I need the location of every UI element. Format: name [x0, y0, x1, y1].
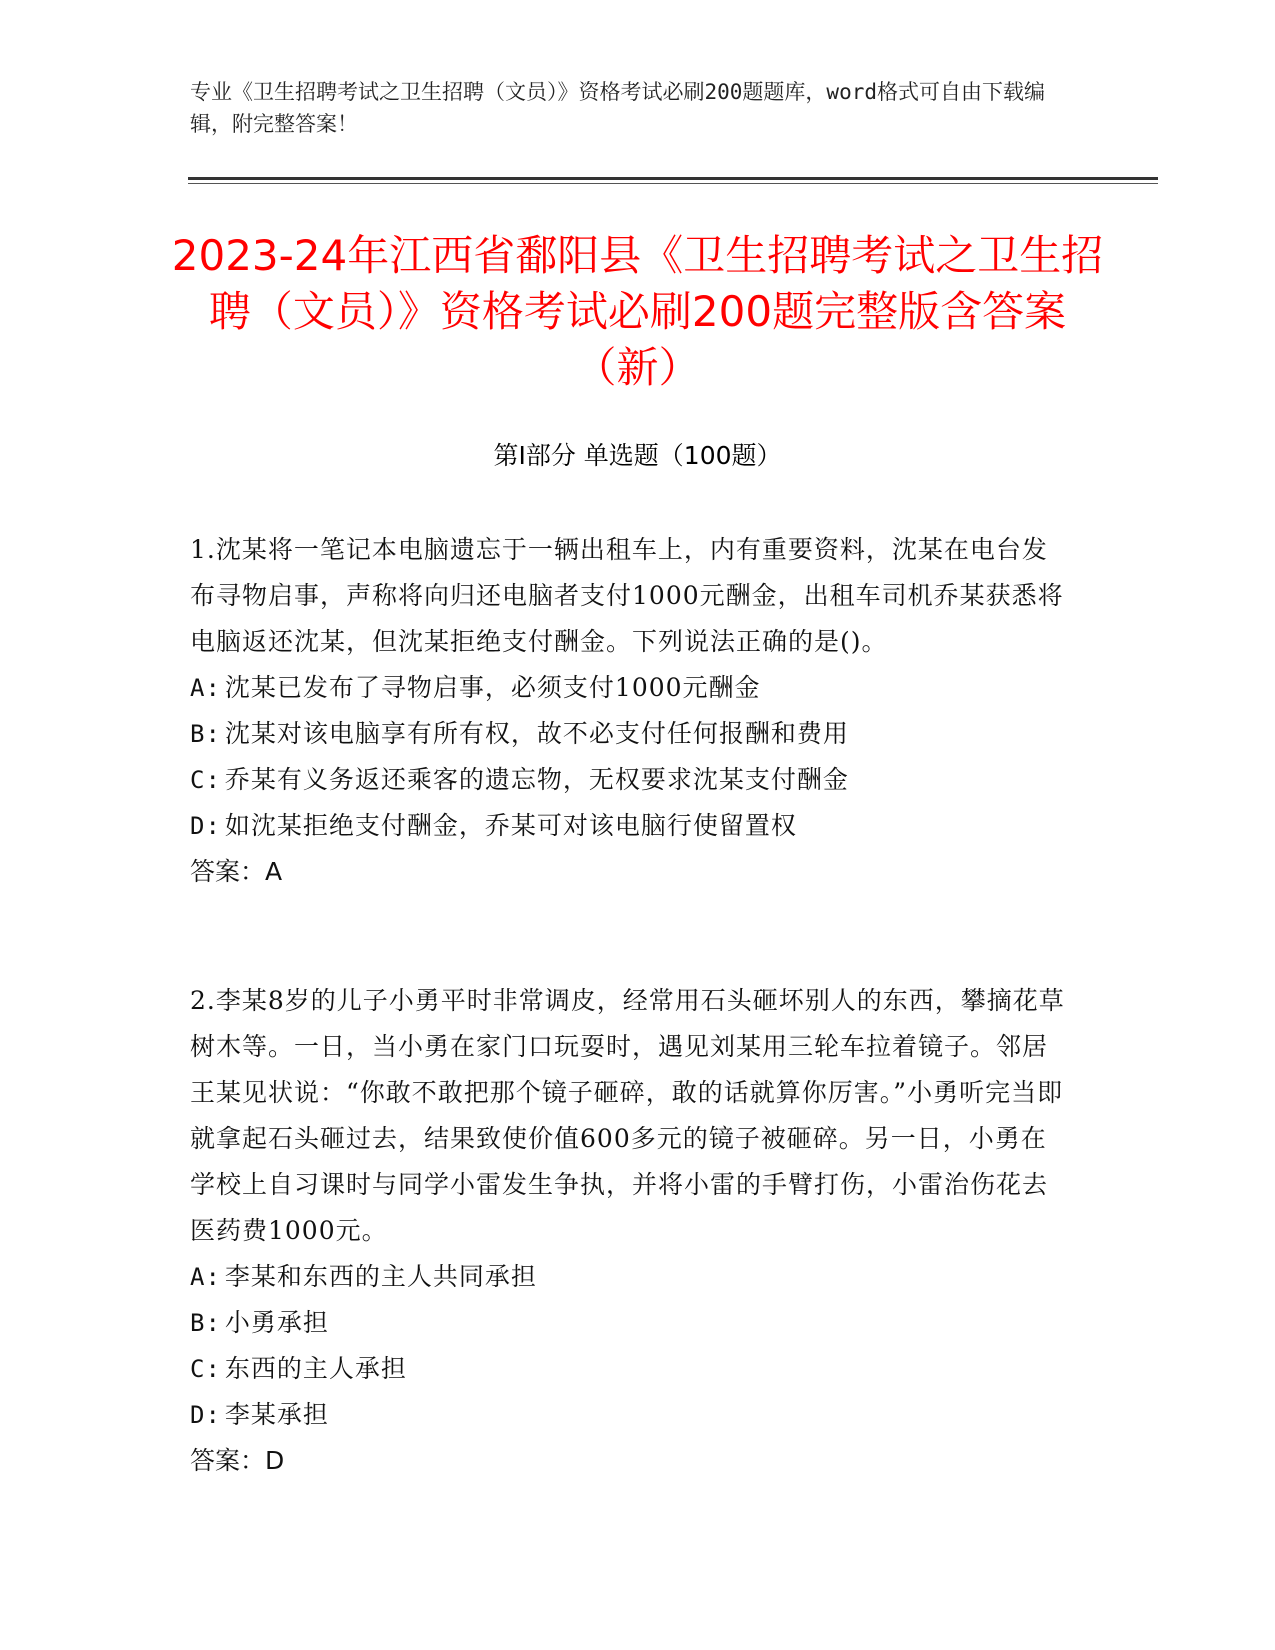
- option-text: 沈某对该电脑享有所有权，故不必支付任何报酬和费用: [224, 719, 849, 748]
- option-a: [190, 1254, 1070, 1300]
- question-stem: 2.李某8岁的儿子小勇平时非常调皮，经常用石头砸坏别人的东西，攀摘花草树木等。一日，当小勇在家门口玩耍时，遇见刘某用三轮车拉着镜子。邻居王某见状说：“你敢不敢把那个镜子砸碎，敢的话就算你厉害。”小勇听完当即就拿起石头砸过去，结果致使价值600多元的镜子被砸碎。另一日，小勇在学校上自习课时与同学小雷发生争执，并将小雷的手臂打伤，小雷治伤花去医药费1000元。: [190, 986, 1065, 1245]
- answer-line: 答案：A: [190, 857, 283, 886]
- question-stem: 1.沈某将一笔记本电脑遗忘于一辆出租车上，内有重要资料，沈某在电台发布寻物启事，声称将向归还电脑者支付1000元酬金，出租车司机乔某获悉将电脑返还沈某，但沈某拒绝支付酬金。下列说法正确的是()。: [190, 535, 1064, 656]
- option-key: C:: [190, 1355, 221, 1383]
- option-text: 小勇承担: [224, 1308, 329, 1337]
- option-b: [190, 711, 1070, 757]
- question-2: [190, 978, 1070, 1484]
- option-key: A:: [190, 674, 221, 702]
- option-key: A:: [190, 1263, 221, 1291]
- header-divider-thick: [188, 177, 1158, 180]
- option-c: [190, 1346, 1070, 1392]
- header-note: 专业《卫生招聘考试之卫生招聘（文员）》资格考试必刷200题题库，word格式可自由下载编辑，附完整答案！: [190, 80, 1045, 136]
- option-text: 乔某有义务返还乘客的遗忘物，无权要求沈某支付酬金: [224, 765, 849, 794]
- section-title: 第Ⅰ部分 单选题（100题）: [493, 441, 782, 470]
- option-d: [190, 1392, 1070, 1438]
- option-key: B:: [190, 720, 221, 748]
- option-text: 东西的主人承担: [224, 1354, 407, 1383]
- option-text: 李某承担: [224, 1400, 329, 1429]
- option-key: D:: [190, 1401, 221, 1429]
- option-text: 如沈某拒绝支付酬金，乔某可对该电脑行使留置权: [224, 811, 797, 840]
- option-c: [190, 757, 1070, 803]
- option-text: 李某和东西的主人共同承担: [224, 1262, 537, 1291]
- option-key: B:: [190, 1309, 221, 1337]
- option-d: [190, 803, 1070, 849]
- option-text: 沈某已发布了寻物启事，必须支付1000元酬金: [224, 673, 761, 702]
- option-key: C:: [190, 766, 221, 794]
- document-title: 2023-24年江西省鄱阳县《卫生招聘考试之卫生招聘（文员）》资格考试必刷200题完整版含答案（新）: [171, 231, 1104, 392]
- answer-line: 答案：D: [190, 1446, 285, 1475]
- question-1: [190, 527, 1070, 895]
- option-b: [190, 1300, 1070, 1346]
- option-a: [190, 665, 1070, 711]
- header-divider-thin: [188, 183, 1158, 184]
- option-key: D:: [190, 812, 221, 840]
